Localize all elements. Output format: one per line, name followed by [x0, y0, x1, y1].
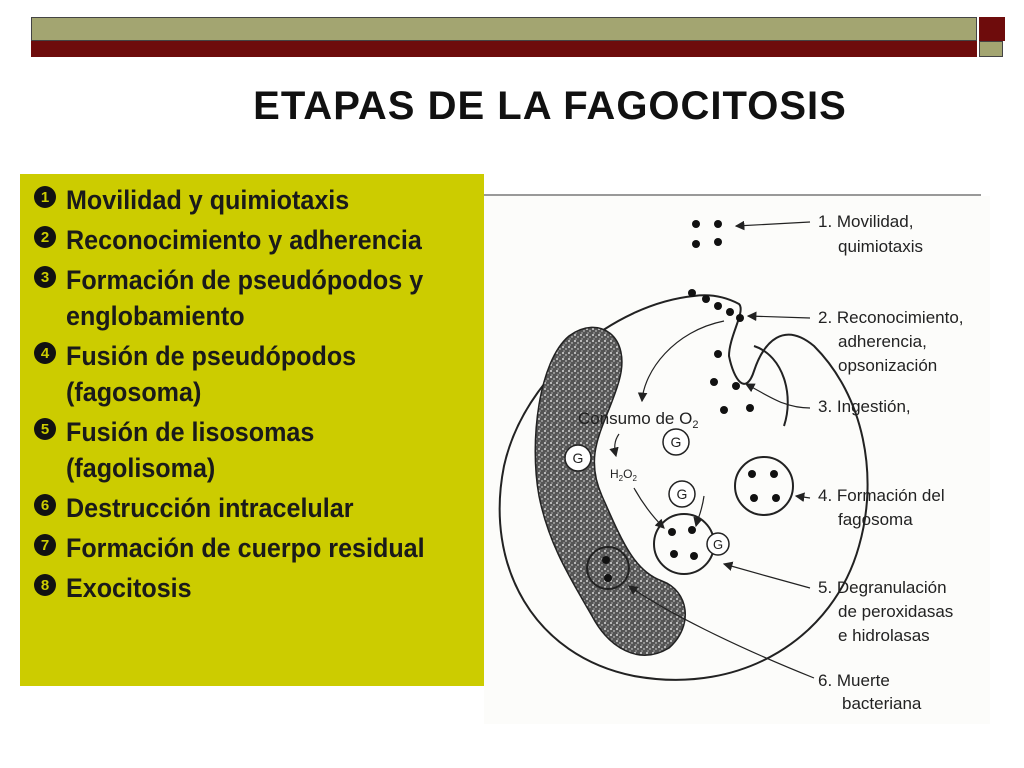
bacterium: [748, 470, 756, 478]
list-item: [34, 414, 484, 486]
stage-text: Reconocimiento y adherencia: [66, 225, 422, 255]
label-fagosoma: fagosoma: [838, 510, 913, 529]
number-bullet-icon: 6: [34, 494, 56, 516]
granule: [707, 533, 729, 555]
bacterium: [726, 308, 734, 316]
bacterium: [702, 295, 710, 303]
corner-decoration-box: [979, 41, 1003, 57]
number-bullet-icon: 2: [34, 226, 56, 248]
bacterium: [602, 556, 610, 564]
bacterium: [714, 238, 722, 246]
number-bullet-icon: 5: [34, 418, 56, 440]
label-peroxidasas: de peroxidasas: [838, 602, 954, 621]
granule: [669, 481, 695, 507]
phagolysosome: [654, 514, 714, 574]
bacterium: [690, 552, 698, 560]
internal-arrow: [634, 488, 664, 528]
svg-text:G: G: [670, 434, 682, 450]
svg-text:G: G: [712, 537, 724, 552]
stage-text: Movilidad y quimiotaxis: [66, 185, 350, 215]
phagosome: [735, 457, 793, 515]
phagocytosis-diagram-svg: [484, 196, 990, 724]
oxygen-consumption-label: Consumo de $O_2$: [578, 409, 699, 431]
label-opsonizacion: opsonización: [838, 356, 938, 375]
phagocytosis-diagram: [484, 196, 990, 724]
hydrogen-peroxide-label: $H_2O_2$: [610, 467, 637, 483]
bacterium: [710, 378, 718, 386]
label-bacteriana: bacteriana: [842, 694, 922, 713]
stage-text: Destrucción intracelular: [66, 493, 354, 523]
svg-text:G: G: [572, 450, 584, 466]
bacterium: [736, 314, 744, 322]
list-item: [34, 570, 484, 606]
bacterium: [604, 574, 612, 582]
stage-text: Formación de pseudópodos y englobamiento: [66, 265, 424, 331]
bacterium: [750, 494, 758, 502]
slide-title: ETAPAS DE LA FAGOCITOSIS: [253, 84, 847, 128]
label-muerte: 6. Muerte: [818, 671, 890, 690]
label-movilidad: 1. Movilidad,: [818, 212, 914, 231]
number-bullet-icon: 7: [34, 534, 56, 556]
label-adherencia: adherencia,: [838, 332, 927, 351]
stage-text: Fusión de pseudópodos (fagosoma): [66, 341, 357, 407]
list-item: [34, 490, 484, 526]
bacterium: [692, 220, 700, 228]
number-bullet-icon: 1: [34, 186, 56, 208]
list-item: [34, 530, 484, 566]
label-degranulacion: 5. Degranulación: [818, 578, 947, 597]
list-item: [34, 222, 484, 258]
list-item: [34, 262, 484, 334]
stage-text: Formación de cuerpo residual: [66, 533, 425, 563]
number-bullet-icon: 4: [34, 342, 56, 364]
bacterium: [670, 550, 678, 558]
bacterium: [746, 404, 754, 412]
bacterium: [772, 494, 780, 502]
label-ingestion: 3. Ingestión,: [818, 397, 911, 416]
bacterium: [714, 302, 722, 310]
granule: [663, 429, 689, 455]
stages-list: [20, 174, 484, 686]
label-hidrolasas: e hidrolasas: [838, 626, 930, 645]
number-bullet-icon: 8: [34, 574, 56, 596]
stage-text: Fusión de lisosomas (fagolisoma): [66, 417, 315, 483]
pointer-arrow: [746, 384, 810, 408]
internal-arrow: [642, 321, 724, 401]
nucleus-lobe: [535, 327, 685, 655]
bacterium: [732, 382, 740, 390]
stage-text: Exocitosis: [66, 573, 192, 603]
pointer-arrow: [748, 316, 810, 318]
pointer-arrow: [796, 496, 810, 498]
list-item: [34, 182, 484, 218]
pointer-arrow: [736, 222, 810, 226]
label-formacion-fagosoma: 4. Formación del: [818, 486, 945, 505]
list-item: [34, 338, 484, 410]
bacterium: [714, 350, 722, 358]
internal-arrow: [615, 434, 619, 456]
bacterium: [688, 289, 696, 297]
label-quimiotaxis: quimiotaxis: [838, 237, 924, 256]
svg-text:G: G: [676, 486, 688, 502]
bacterium: [688, 526, 696, 534]
bacterium: [692, 240, 700, 248]
granule: [565, 445, 591, 471]
bacterium: [770, 470, 778, 478]
pointer-arrow: [724, 564, 810, 588]
bacterium: [668, 528, 676, 536]
corner-decoration-red: [979, 17, 1005, 41]
label-reconocimiento: 2. Reconocimiento,: [818, 308, 964, 327]
bacterium: [720, 406, 728, 414]
header-band-top: [31, 17, 977, 41]
number-bullet-icon: 3: [34, 266, 56, 288]
header-band-bottom: [31, 41, 977, 57]
header-band: [31, 17, 977, 57]
bacterium: [714, 220, 722, 228]
